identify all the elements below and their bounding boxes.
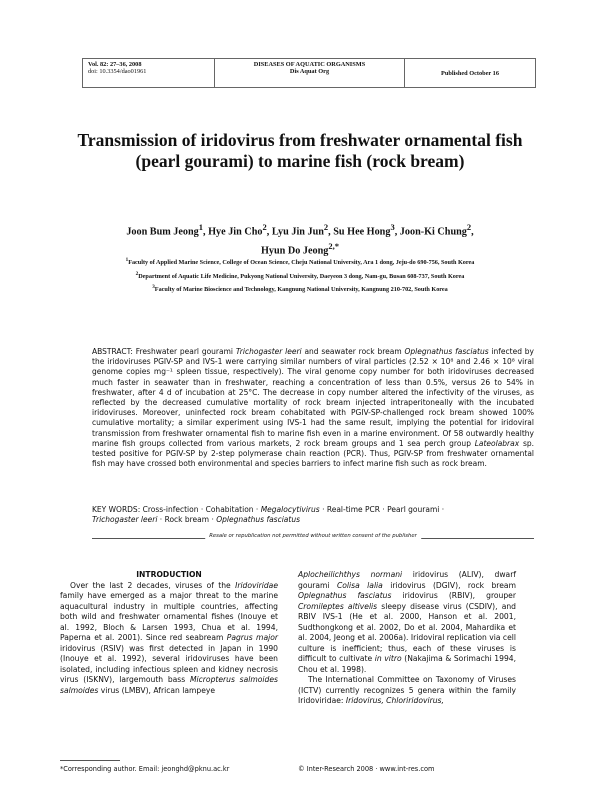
doi: doi: 10.3354/dao01961 [88,68,147,75]
affiliations [60,255,540,296]
author-sup: 2,* [328,241,339,252]
author-name: Joon Bum Jeong [126,226,199,238]
published-date: Published October 16 [441,69,499,77]
affiliation: $^1$Faculty of Applied Marine Science, College of Ocean Science, Cheju National University, Ara 1 dong, Jeju-do 690-756, South Korea [125,257,475,267]
resale-notice: Resale or republication not permitted without written consent of the publisher [205,533,421,539]
author-sup: 2 [323,222,329,232]
abstract-label: ABSTRACT: [92,347,133,356]
keywords: KEY WORDS: Cross-infection · Cohabitation · Megalocytivirus · Real-time PCR · Pearl gourami · Trichogaster leeri · Rock bream · Oplegnathus fasciatus [92,505,445,525]
right-column [298,570,516,707]
copyright-notice: © Inter-Research 2008 · www.int-res.com [298,765,435,773]
author-sup: 2 [466,222,472,232]
affiliation: $^3$Faculty of Marine Bioscience and Technology, Kangnung National University, Kangnung 210-702, South Korea [152,284,448,294]
intro-paragraph: Over the last 2 decades, viruses of the Iridoviridae family have emerged as a major threat to the marine aquacultural industry in multiple countries, affecting both wild and freshwater ornamental fishes (Inouye et al. 1992, Bloch & Larsen 1993, Chua et al. 1994, Paperna et al. 2001). Since red seabream Pagrus major iridovirus (RSIV) was first detected in Japan in 1990 (Inouye et al. 1992), several iridoviruses have been isolated, including infectious spleen and kidney necrosis virus (ISKNV), largemouth bass Micropterus salmoides salmoides virus (LMBV), African lampeye [60,580,278,695]
paper-title: Transmission of iridovirus from freshwater ornamental fish (pearl gourami) to marine fish (rock bream) [77,130,523,171]
abstract: ABSTRACT: Freshwater pearl gourami Trichogaster leeri and seawater rock bream Oplegnathus fasciatus infected by the iridoviruses PGIV-SP and IVS-1 were carrying similar numbers of viral particles (2.52 × 10⁸ and 2.46 × 10⁸ viral genome copies mg⁻¹ spleen tissue, respectively). The viral genome copy number for both iridoviruses decreased much faster in seawater than in freshwater, reaching a concentration of less than 0.5%, versus 26 to 54% in freshwater, after 4 d of incubation at 25°C. The decrease in copy number altered the infectivity of the viruses, as reflected by the decreased cumulative mortality of rock bream injected intraperitoneally with the incubated iridoviruses. Moreover, uninfected rock bream cohabitated with PGIV-SP-challenged rock bream showed 100% cumulative mortality; a similar experiment using IVS-1 had the same result, implying the potential for iridoviral transmission from freshwater ornamental fish to marine fish even in a marine environment. Of 58 outwardly healthy marine fish groups collected from various markets, 2 rock bream groups and 1 sea perch group Lateolabrax sp. tested positive for PGIV-SP by 2-step polymerase chain reaction (PCR). Thus, PGIV-SP from freshwater ornamental fish may have crossed both environmental and species barriers to infect marine fish such as rock bream. [92,347,534,469]
author-sup: 1 [198,222,204,232]
affiliation: $^2$Department of Aquatic Life Medicine, Pukyong National University, Daeyeon 3 dong, Nam-gu, Busan 608-737, South Korea [135,270,465,280]
journal-abbr: Dis Aquat Org [289,68,330,75]
section-heading: INTRODUCTION [136,570,202,579]
resale-divider [92,534,534,542]
footnote-rule [60,760,120,761]
author-sup: 2 [262,222,267,232]
author-name: Su Hee Hong [333,226,391,238]
author-name: Hyun Do Jeong [261,245,329,257]
intro-paragraph-continued: Aplocheilichthys normani iridovirus (ALIV), dwarf gourami Colisa lalia iridovirus (DGIV), rock bream Oplegnathus fasciatus iridovirus (RBIV), grouper Cromileptes altivelis sleepy disease virus (CSDIV), and RBIV IVS-1 (He et al. 2000, Hanson et al. 2001, Sudthongkong et al. 2002, Do et al. 2004, Mahardika et al. 2004, Jeong et al. 2006a). Iridoviral replication via cell culture is inefficient; thus, each of these viruses is difficult to cultivate in vitro (Nakajima & Sorimachi 1994, Chou et al. 1998). [298,570,517,674]
author-name: Lyu Jin Jun [271,226,324,238]
volume-cell [83,59,215,87]
journal-name: DISEASES OF AQUATIC ORGANISMS [253,61,366,68]
author-name: Joon-Ki Chung [399,226,467,238]
corresponding-author-footnote: *Corresponding author. Email: jeonghd@pknu.ac.kr [60,765,230,773]
journal-cell [215,59,405,87]
intro-paragraph-2: The International Committee on Taxonomy of Viruses (ICTV) currently recognizes 5 genera within the family Iridoviridae: Iridovirus, Chloriridovirus, [298,675,516,705]
left-column [60,570,278,696]
author-name: Hye Jin Cho [208,226,263,238]
volume-info: Vol. 82: 27–36, 2008 [88,61,142,68]
keywords-label: KEY WORDS: [92,505,141,514]
author-sup: 3 [390,222,395,232]
journal-header [82,58,536,88]
author-list: Joon Bum Jeong$^1$, Hye Jin Cho$^2$, Lyu Jin Jun$^2$, Su Hee Hong$^3$, Joon-Ki Chung$^2$, Hyun Do Jeong$^{2,*}$ [126,222,474,257]
